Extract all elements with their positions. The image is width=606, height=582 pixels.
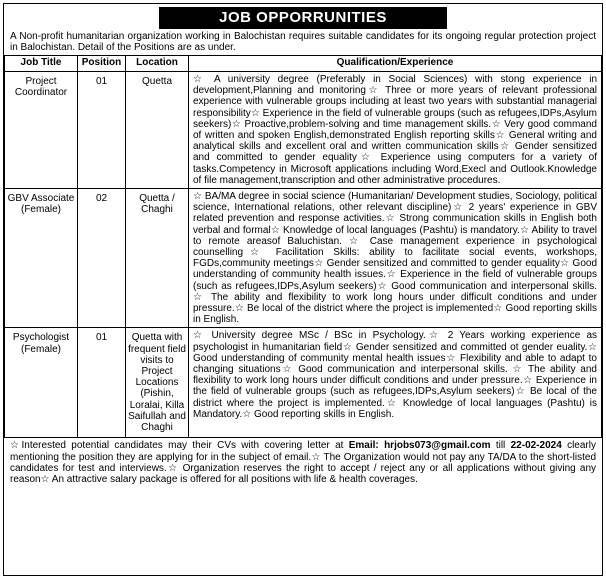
- column-header-location: Location: [126, 56, 189, 72]
- job-title: GBV Associate (Female): [5, 189, 78, 328]
- job-qualification: ☆ University degree MSc / BSc in Psychology.☆ 2 Years working experience as psychologist in humanitarian field☆ Gender sensitized and committed ot gender euality.☆ Good understanding of community mental health issues☆ Flexibility and able to adapt to changing situations☆ Good communication and interpersonal skills. ☆ The ability and flexibility to work long hours under difficult conditions and under pressure.☆ Experience in the field of vulnerable groups (such as refugees,IDPs,Asylum seekers)☆ Be local of the district where the project is implemented.☆ Knowledge of local languages (Pashtu) is Mandatory.☆ Good reporting skills in English.: [189, 328, 602, 438]
- job-title: Project Coordinator: [5, 72, 78, 189]
- column-header-position: Position: [78, 56, 126, 72]
- job-location: Quetta with frequent field visits to Project Locations (Pishin, Loralai, Killa Saifullah and Chaghi: [126, 328, 189, 438]
- page-title: JOB OPPORRUNITIES: [159, 7, 447, 29]
- column-header-job-title: Job Title: [5, 56, 78, 72]
- job-qualification: ☆ A university degree (Preferably in Social Sciences) with stong experience in development,Planning and monitoring☆ Three or more years of relevant professional experience with vulnerable groups including at least two years with substantial managerial responsibility☆ Experience in the field of vulnerable groups (such as refugees,IDPs,Asylum seekers)☆ Proactive,problem-solving and time management skills.☆ Very good command of written and spoken English,demonstrated English reporting skills☆ General writing and analytical skills and excellent oral and written communication skills☆ Gender sensitized and committed to gender equality☆ Experience using computers for a variety of tasks.Competency in Microsoft applications including Word,Execl and Outlook.Knowledge of file management,transcription and other administrative procedures.: [189, 72, 602, 189]
- table-row: [5, 72, 602, 189]
- job-title: Psychologist (Female): [5, 328, 78, 438]
- intro-paragraph: A Non-profit humanitarian organization working in Balochistan requires suitable candidates for its ongoing regular protection project in Balochistan. Detail of the Positions are as under.: [10, 31, 596, 53]
- deadline-date: 22-02-2024: [510, 440, 562, 452]
- column-header-qualification: Qualification/Experience: [189, 56, 602, 72]
- table-header-row: [5, 56, 602, 72]
- jobs-table: [4, 55, 602, 438]
- application-instructions: ☆Interested potential candidates may their CVs with covering letter at Email: hrjobs073@gmail.com till 22-02-2024 clearly mentioning the position they are applying for in the subject of email.☆ The Organization would not pay any TA/DA to the short-listed candidates for test and interviews.☆ Organization reserves the right to accept / reject any or all applications without giving any reason☆ An attractive salary package is offered for all positions with life & health coverages.: [10, 440, 596, 486]
- job-qualification: ☆ BA/MA degree in social science (Humanitarian/ Development studies, Sociology, political science, International relations, other relevant discipline)☆ 2 years' experience in GBV related prevention and response activities.☆ Strong communication skills in English both verbal and formal☆ Knowledge of local languages (Pashtu) is mandatory.☆ Ability to travel to remote areasof Baluchistan. ☆ Case management experience in psychological counselling☆ Facilitation Skills: ability to facilitate social events, workshops, FGDs,community meetings☆ Gender sensitized and committed to gender equality☆ Good understanding of community health issues.☆ Experience in the field of vulnerable groups (such as refugees,IDPs,Asylum seekers)☆ Good communication and interpersonal skills. ☆ The ability and flexibility to work long hours under difficult conditions and under pressure.☆ Be local of the district where the project is implemented☆ Good reporting skills in English.: [189, 189, 602, 328]
- table-row: [5, 189, 602, 328]
- table-row: [5, 328, 602, 438]
- job-location: Quetta: [126, 72, 189, 189]
- job-location: Quetta / Chaghi: [126, 189, 189, 328]
- job-advertisement: [3, 3, 603, 576]
- contact-email[interactable]: Email: hrjobs073@gmail.com: [348, 440, 491, 452]
- job-positions: 01: [78, 328, 126, 438]
- job-positions: 02: [78, 189, 126, 328]
- job-positions: 01: [78, 72, 126, 189]
